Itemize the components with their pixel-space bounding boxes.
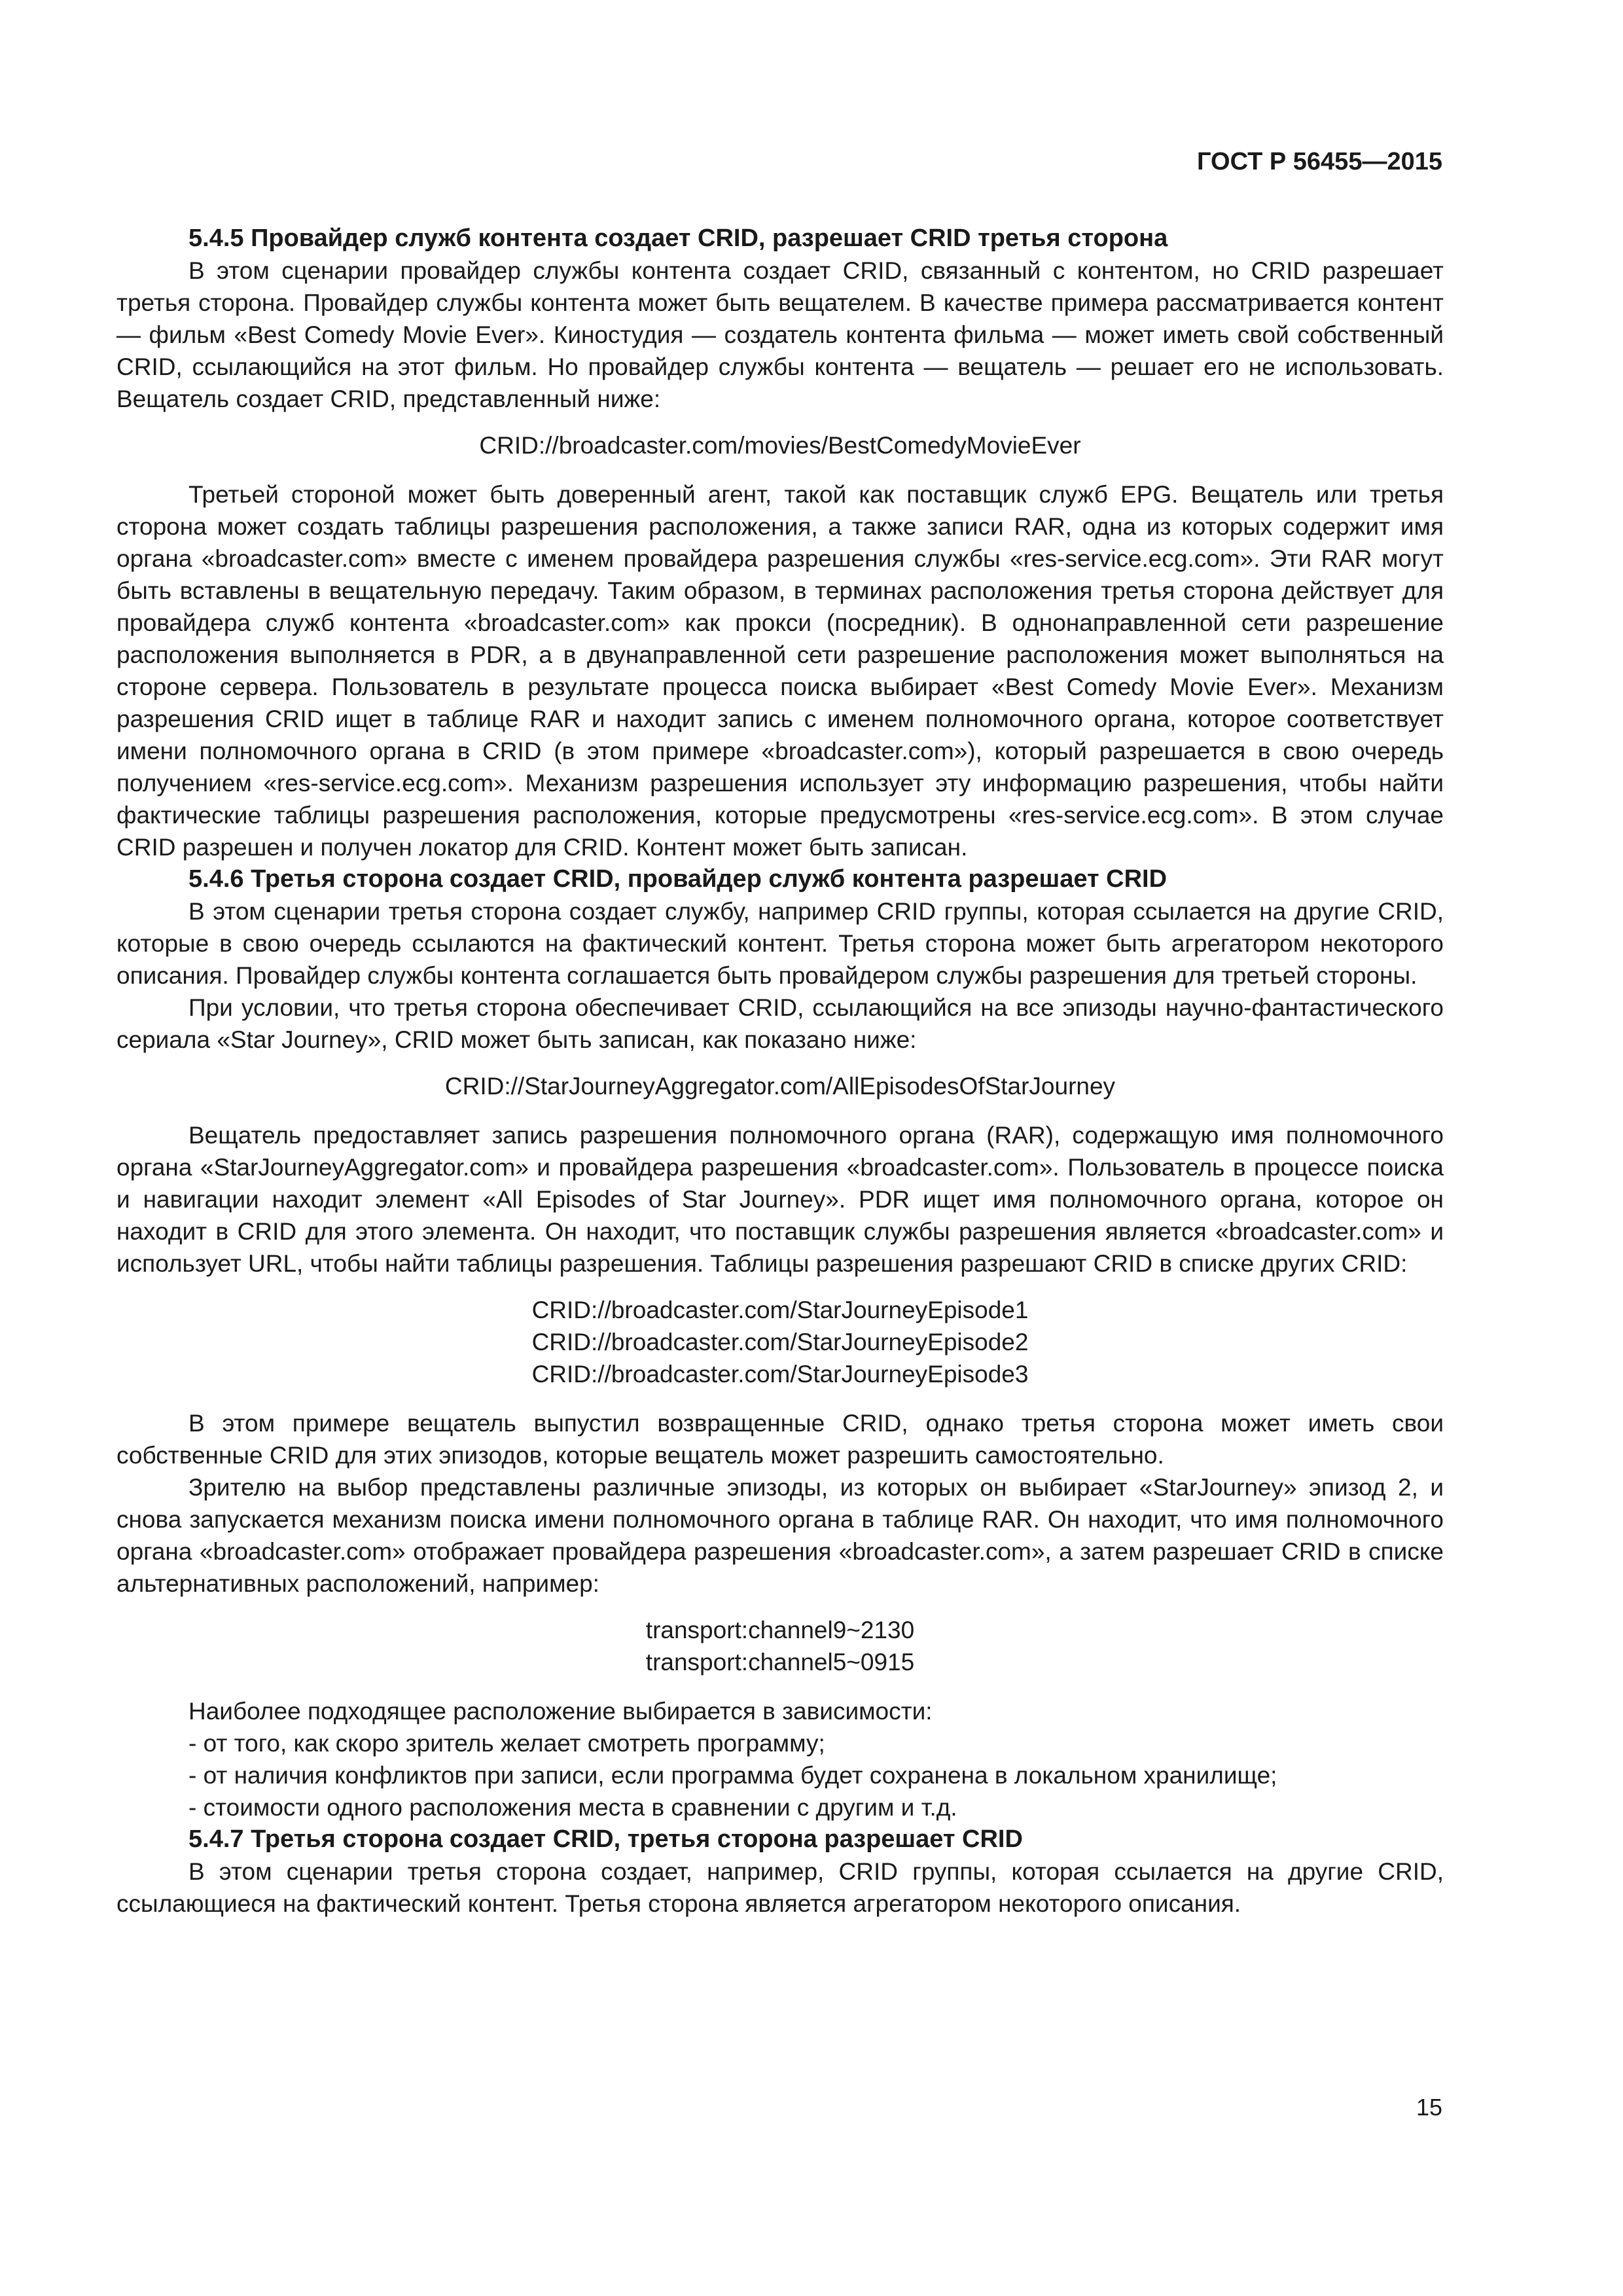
section-heading-5-4-7: 5.4.7 Третья сторона создает CRID, третья сторона разрешает CRID xyxy=(188,1825,1023,1853)
list-item: - от того, как скоро зритель желает смотреть программу; xyxy=(188,1730,825,1757)
section-heading-5-4-5: 5.4.5 Провайдер служб контента создает CRID, разрешает CRID третья сторона xyxy=(188,224,1168,252)
section-heading-5-4-6: 5.4.6 Третья сторона создает CRID, провайдер служб контента разрешает CRID xyxy=(188,865,1168,893)
code-line: CRID://broadcaster.com/StarJourneyEpisode3 xyxy=(531,1361,1029,1388)
paragraph: В этом примере вещатель выпустил возвращенные CRID, однако третья сторона может иметь свои собственные CRID для этих эпизодов, которые вещатель может разрешить самостоятельно. xyxy=(116,1410,1444,1469)
paragraph: В этом сценарии третья сторона создает, например, CRID группы, которая ссылается на другие CRID, ссылающиеся на фактический контент. Третья сторона является агрегатором некоторого описания. xyxy=(116,1858,1444,1917)
paragraph: Третьей стороной может быть доверенный агент, такой как поставщик служб EPG. Вещатель или третья сторона может создать таблицы разрешения расположения, а также записи RAR, одна из которых содержит имя органа «broadcaster.com» вместе с именем провайдера разрешения службы «res-service.ecg.com». Эти RAR могут быть вставлены в вещательную передачу. Таким образом, в терминах расположения третья сторона действует для провайдера служб контента «broadcaster.com» как прокси (посредник). В однонаправленной сети разрешение расположения выполняется в PDR, а в двунаправленной сети разрешение расположения может выполняться на стороне сервера. Пользователь в результате процесса поиска выбирает «Best Comedy Movie Ever». Механизм разрешения CRID ищет в таблице RAR и находит запись с именем полномочного органа, которое соответствует имени полномочного органа в CRID (в этом примере «broadcaster.com»), который разрешается в свою очередь получением «res-service.ecg.com». Механизм разрешения использует эту информацию разрешения, чтобы найти фактические таблицы разрешения расположения, которые предусмотрены «res-service.ecg.com». В этом случае CRID разрешен и получен локатор для CRID. Контент может быть записан. xyxy=(116,481,1444,861)
code-block xyxy=(116,1294,1444,1390)
paragraph: При условии, что третья сторона обеспечивает CRID, ссылающийся на все эпизоды научно-фантастического сериала «Star Journey», CRID может быть записан, как показано ниже: xyxy=(116,994,1444,1053)
code-line: CRID://broadcaster.com/StarJourneyEpisode2 xyxy=(531,1329,1029,1355)
code-block xyxy=(116,1070,1444,1102)
list-item: - стоимости одного расположения места в сравнении с другим и т.д. xyxy=(188,1794,957,1821)
bullet-list xyxy=(116,1727,1444,1823)
code-block xyxy=(116,1614,1444,1678)
list-item: - от наличия конфликтов при записи, если программа будет сохранена в локальном хранилище; xyxy=(188,1762,1277,1789)
code-line: CRID://broadcaster.com/movies/BestComedyMovieEver xyxy=(479,432,1081,459)
code-line: transport:channel9~2130 xyxy=(645,1617,915,1643)
page-number: 15 xyxy=(1416,2094,1442,2121)
paragraph: Вещатель предоставляет запись разрешения полномочного органа (RAR), содержащую имя полномочного органа «StarJourneyAggregator.com» и провайдера разрешения «broadcaster.com». Пользователь в процессе поиска и навигации находит элемент «All Episodes of Star Journey». PDR ищет имя полномочного органа, которое он находит в CRID для этого элемента. Он находит, что поставщик службы разрешения является «broadcaster.com» и использует URL, чтобы найти таблицы разрешения. Таблицы разрешения разрешают CRID в списке других CRID: xyxy=(116,1122,1444,1277)
code-line: CRID://StarJourneyAggregator.com/AllEpisodesOfStarJourney xyxy=(444,1073,1116,1100)
page-content xyxy=(116,223,1444,1920)
document-id-header: ГОСТ Р 56455—2015 xyxy=(1197,148,1442,175)
paragraph: В этом сценарии третья сторона создает службу, например CRID группы, которая ссылается на другие CRID, которые в свою очередь ссылаются на фактический контент. Третья сторона может быть агрегатором некоторого описания. Провайдер службы контента соглашается быть провайдером службы разрешения для третьей стороны. xyxy=(116,898,1444,989)
code-block xyxy=(116,429,1444,461)
code-line: transport:channel5~0915 xyxy=(645,1649,915,1676)
paragraph: В этом сценарии провайдер службы контента создает CRID, связанный с контентом, но CRID разрешает третья сторона. Провайдер службы контента может быть вещателем. В качестве примера рассматривается контент — фильм «Best Comedy Movie Ever». Киностудия — создатель контента фильма — может иметь свой собственный CRID, ссылающийся на этот фильм. Но провайдер службы контента — вещатель — решает его не использовать. Вещатель создает CRID, представленный ниже: xyxy=(116,257,1444,412)
code-line: CRID://broadcaster.com/StarJourneyEpisode1 xyxy=(531,1297,1029,1323)
paragraph: Наиболее подходящее расположение выбирается в зависимости: xyxy=(188,1698,933,1725)
paragraph: Зрителю на выбор представлены различные эпизоды, из которых он выбирает «StarJourney» эпизод 2, и снова запускается механизм поиска имени полномочного органа в таблице RAR. Он находит, что имя полномочного органа «broadcaster.com» отображает провайдера разрешения «broadcaster.com», а затем разрешает CRID в списке альтернативных расположений, например: xyxy=(116,1474,1444,1597)
